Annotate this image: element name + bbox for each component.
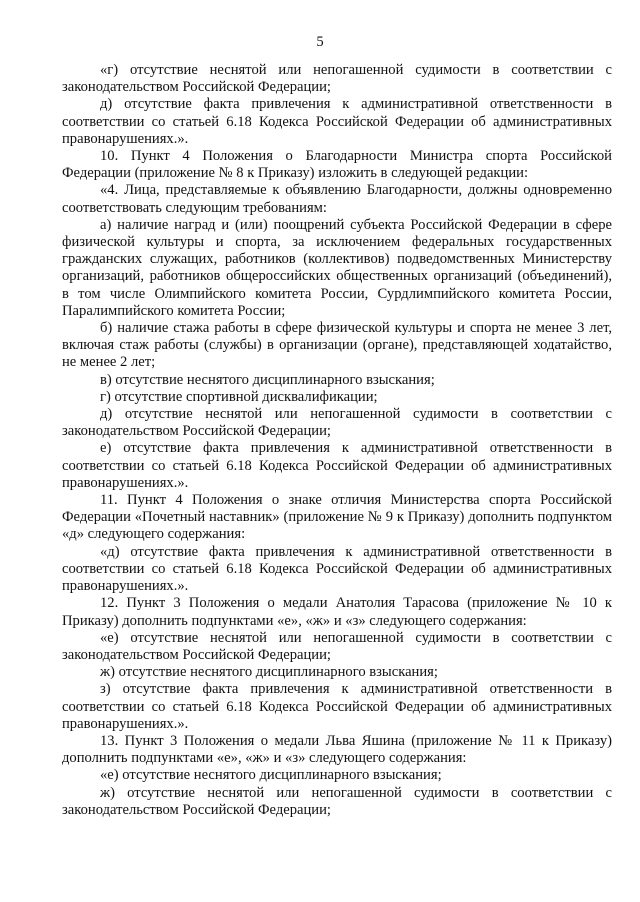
paragraph-item-11: 11. Пункт 4 Положения о знаке отличия Министерства спорта Российской Федерации «Почетный наставник» (приложение № 9 к Приказу) дополнить подпунктом «д» следующего содержания: bbox=[62, 492, 612, 543]
paragraph-item-13: 13. Пункт 3 Положения о медали Льва Яшина (приложение № 11 к Приказу) дополнить подпунктами «е», «ж» и «з» следующего содержания: bbox=[62, 732, 612, 767]
paragraph-b-experience: б) наличие стажа работы в сфере физической культуры и спорта не менее 3 лет, включая стаж работы (службы) в организации (органе), представляющей ходатайство, не менее 2 лет; bbox=[62, 320, 612, 371]
paragraph-item-10: 10. Пункт 4 Положения о Благодарности Министра спорта Российской Федерации (приложение № 8 к Приказу) изложить в следующей редакции: bbox=[62, 148, 612, 182]
paragraph-e-administrative: е) отсутствие факта привлечения к административной ответственности в соответствии со статьей 6.18 Кодекса Российской Федерации об административных правонарушениях.». bbox=[62, 440, 612, 491]
page-number: 5 bbox=[316, 34, 324, 50]
paragraph-z-administrative-tarasov: з) отсутствие факта привлечения к административной ответственности в соответствии со статьей 6.18 Кодекса Российской Федерации об административных правонарушениях.». bbox=[62, 681, 612, 732]
paragraph-item-12: 12. Пункт 3 Положения о медали Анатолия Тарасова (приложение № 10 к Приказу) дополнить подпунктами «е», «ж» и «з» следующего содержания: bbox=[62, 595, 612, 629]
paragraph-point-4: «4. Лица, представляемые к объявлению Благодарности, должны одновременно соответствовать следующим требованиям: bbox=[62, 182, 612, 216]
paragraph-e-criminal-record-tarasov: «е) отсутствие неснятой или непогашенной судимости в соответствии с законодательством Российской Федерации; bbox=[62, 629, 612, 663]
paragraph-d-administrative-mentor: «д) отсутствие факта привлечения к административной ответственности в соответствии со статьей 6.18 Кодекса Российской Федерации об административных правонарушениях.». bbox=[62, 543, 612, 595]
paragraph-d-administrative: д) отсутствие факта привлечения к административной ответственности в соответствии со статьей 6.18 Кодекса Российской Федерации об административных правонарушениях.». bbox=[62, 96, 612, 147]
paragraph-a-awards: а) наличие наград и (или) поощрений субъекта Российской Федерации в сфере физической культуры и спорта, за исключением федеральных государственных гражданских служащих, работников (коллективов) подведомственных Министерству организаций, работников общероссийских общественных организаций (объединений), в том числе Олимпийского комитета России, Сурдлимпийского комитета России, Паралимпийского комитета России; bbox=[62, 216, 612, 319]
paragraph-g-disqualification: г) отсутствие спортивной дисквалификации; bbox=[100, 388, 378, 405]
paragraph-e-disciplinary-yashin: «е) отсутствие неснятого дисциплинарного взыскания; bbox=[100, 767, 442, 784]
paragraph-d-criminal-record: д) отсутствие неснятой или непогашенной судимости в соответствии с законодательством Российской Федерации; bbox=[62, 406, 612, 440]
document-body bbox=[62, 62, 612, 819]
paragraph-zh-criminal-record-yashin: ж) отсутствие неснятой или непогашенной судимости в соответствии с законодательством Российской Федерации; bbox=[62, 784, 612, 818]
paragraph-g-criminal-record: «г) отсутствие неснятой или непогашенной судимости в соответствии с законодательством Российской Федерации; bbox=[62, 62, 612, 96]
paragraph-v-disciplinary: в) отсутствие неснятого дисциплинарного взыскания; bbox=[100, 371, 435, 388]
paragraph-zh-disciplinary-tarasov: ж) отсутствие неснятого дисциплинарного взыскания; bbox=[100, 664, 438, 681]
